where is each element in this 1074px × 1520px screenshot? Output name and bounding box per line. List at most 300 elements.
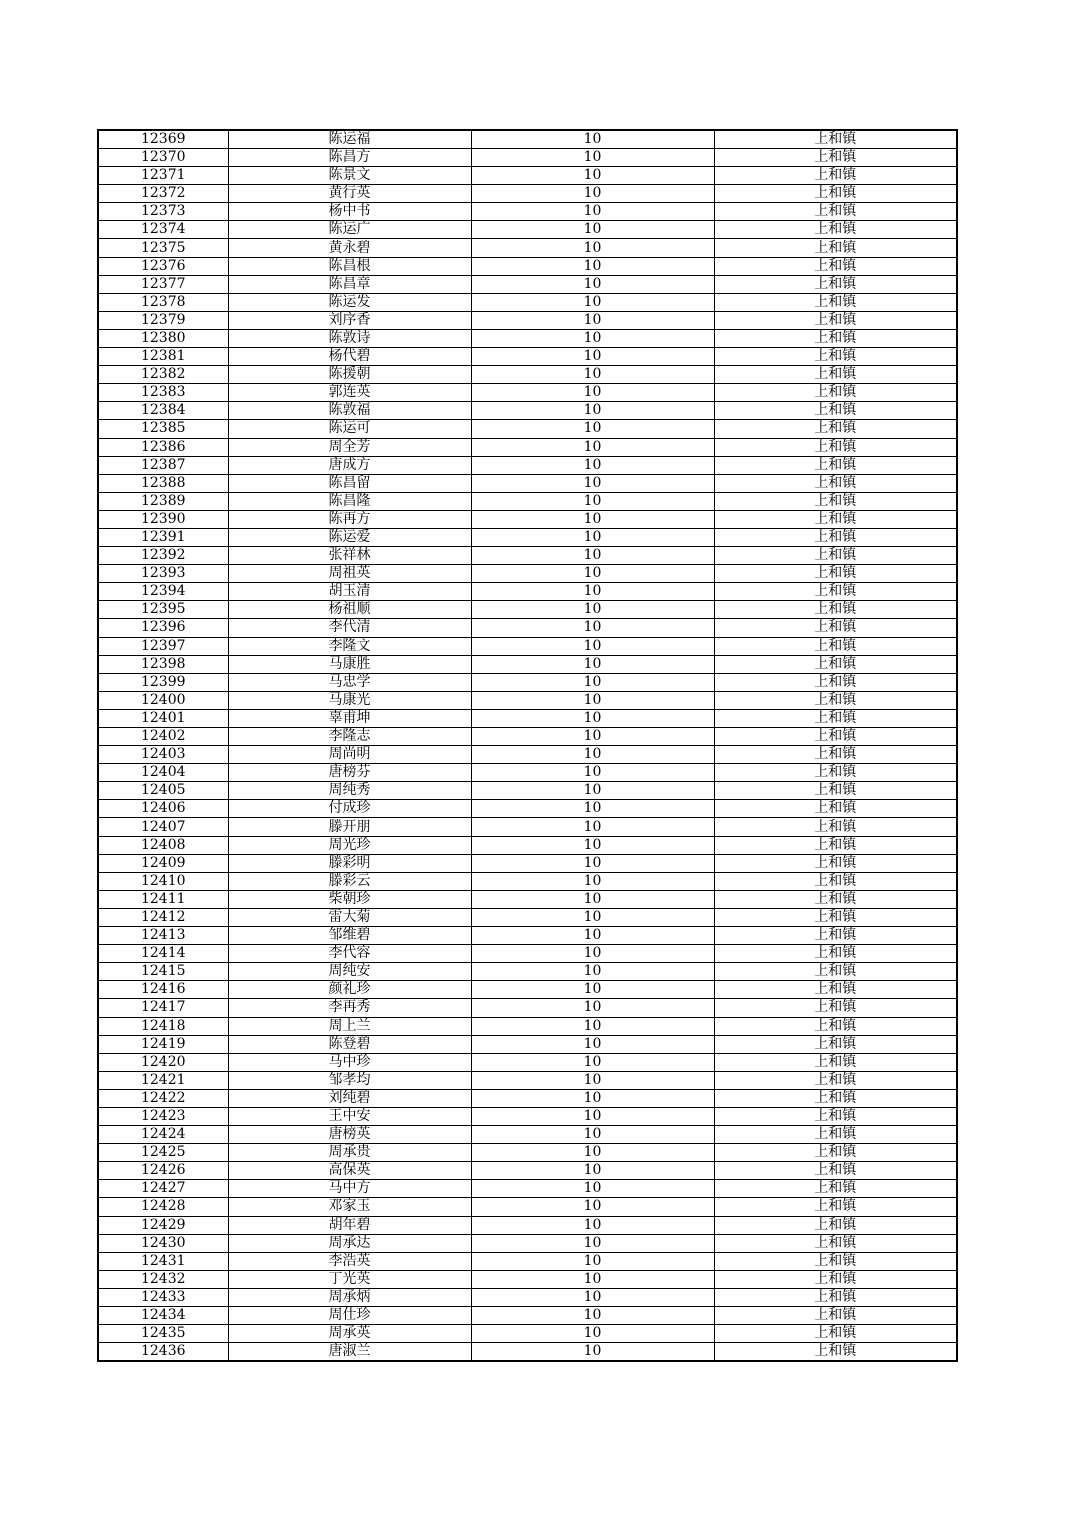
table-row — [98, 818, 957, 836]
row-number-cell: 12420 — [98, 1053, 228, 1071]
table-row — [98, 1307, 957, 1325]
name-cell: 李浩英 — [228, 1252, 471, 1270]
amount-cell: 10 — [471, 221, 714, 239]
amount-cell: 10 — [471, 438, 714, 456]
table-row — [98, 203, 957, 221]
row-number-cell: 12411 — [98, 890, 228, 908]
town-cell: 上和镇 — [714, 945, 957, 963]
town-cell: 上和镇 — [714, 528, 957, 546]
row-number-cell: 12372 — [98, 185, 228, 203]
amount-cell: 10 — [471, 1234, 714, 1252]
town-cell: 上和镇 — [714, 474, 957, 492]
table-row — [98, 601, 957, 619]
town-cell: 上和镇 — [714, 655, 957, 673]
table-row — [98, 1252, 957, 1270]
amount-cell: 10 — [471, 257, 714, 275]
row-number-cell: 12415 — [98, 963, 228, 981]
row-number-cell: 12416 — [98, 981, 228, 999]
row-number-cell: 12430 — [98, 1234, 228, 1252]
row-number-cell: 12377 — [98, 275, 228, 293]
name-cell: 李隆文 — [228, 637, 471, 655]
row-number-cell: 12414 — [98, 945, 228, 963]
amount-cell: 10 — [471, 1198, 714, 1216]
name-cell: 邹孝均 — [228, 1071, 471, 1089]
name-cell: 杨中书 — [228, 203, 471, 221]
amount-cell: 10 — [471, 1017, 714, 1035]
town-cell: 上和镇 — [714, 746, 957, 764]
town-cell: 上和镇 — [714, 384, 957, 402]
name-cell: 陈昌方 — [228, 149, 471, 167]
amount-cell: 10 — [471, 1325, 714, 1343]
roster-table-body — [98, 130, 957, 1361]
table-row — [98, 1126, 957, 1144]
table-row — [98, 963, 957, 981]
row-number-cell: 12413 — [98, 927, 228, 945]
name-cell: 杨代碧 — [228, 348, 471, 366]
amount-cell: 10 — [471, 239, 714, 257]
row-number-cell: 12383 — [98, 384, 228, 402]
table-row — [98, 1198, 957, 1216]
town-cell: 上和镇 — [714, 800, 957, 818]
row-number-cell: 12392 — [98, 547, 228, 565]
name-cell: 马康光 — [228, 691, 471, 709]
table-row — [98, 890, 957, 908]
name-cell: 周承英 — [228, 1325, 471, 1343]
row-number-cell: 12381 — [98, 348, 228, 366]
table-row — [98, 275, 957, 293]
town-cell: 上和镇 — [714, 728, 957, 746]
table-row — [98, 637, 957, 655]
table-row — [98, 348, 957, 366]
amount-cell: 10 — [471, 311, 714, 329]
row-number-cell: 12402 — [98, 728, 228, 746]
name-cell: 马忠学 — [228, 673, 471, 691]
table-row — [98, 1270, 957, 1288]
table-row — [98, 221, 957, 239]
town-cell: 上和镇 — [714, 1126, 957, 1144]
row-number-cell: 12409 — [98, 854, 228, 872]
table-row — [98, 709, 957, 727]
town-cell: 上和镇 — [714, 673, 957, 691]
amount-cell: 10 — [471, 673, 714, 691]
row-number-cell: 12398 — [98, 655, 228, 673]
town-cell: 上和镇 — [714, 420, 957, 438]
name-cell: 唐成方 — [228, 456, 471, 474]
row-number-cell: 12380 — [98, 329, 228, 347]
amount-cell: 10 — [471, 547, 714, 565]
town-cell: 上和镇 — [714, 366, 957, 384]
row-number-cell: 12429 — [98, 1216, 228, 1234]
town-cell: 上和镇 — [714, 981, 957, 999]
amount-cell: 10 — [471, 492, 714, 510]
name-cell: 杨祖顺 — [228, 601, 471, 619]
town-cell: 上和镇 — [714, 691, 957, 709]
name-cell: 郭连英 — [228, 384, 471, 402]
town-cell: 上和镇 — [714, 1162, 957, 1180]
table-row — [98, 185, 957, 203]
row-number-cell: 12418 — [98, 1017, 228, 1035]
amount-cell: 10 — [471, 1288, 714, 1306]
row-number-cell: 12370 — [98, 149, 228, 167]
town-cell: 上和镇 — [714, 782, 957, 800]
table-row — [98, 167, 957, 185]
row-number-cell: 12382 — [98, 366, 228, 384]
town-cell: 上和镇 — [714, 1053, 957, 1071]
row-number-cell: 12432 — [98, 1270, 228, 1288]
town-cell: 上和镇 — [714, 1017, 957, 1035]
amount-cell: 10 — [471, 167, 714, 185]
amount-cell: 10 — [471, 655, 714, 673]
row-number-cell: 12406 — [98, 800, 228, 818]
row-number-cell: 12425 — [98, 1144, 228, 1162]
table-row — [98, 1216, 957, 1234]
amount-cell: 10 — [471, 908, 714, 926]
row-number-cell: 12422 — [98, 1089, 228, 1107]
row-number-cell: 12378 — [98, 293, 228, 311]
amount-cell: 10 — [471, 1071, 714, 1089]
town-cell: 上和镇 — [714, 583, 957, 601]
amount-cell: 10 — [471, 854, 714, 872]
table-row — [98, 655, 957, 673]
row-number-cell: 12395 — [98, 601, 228, 619]
name-cell: 黄行英 — [228, 185, 471, 203]
row-number-cell: 12435 — [98, 1325, 228, 1343]
name-cell: 王中安 — [228, 1107, 471, 1125]
table-row — [98, 492, 957, 510]
row-number-cell: 12428 — [98, 1198, 228, 1216]
amount-cell: 10 — [471, 384, 714, 402]
name-cell: 周承达 — [228, 1234, 471, 1252]
table-row — [98, 1343, 957, 1362]
amount-cell: 10 — [471, 528, 714, 546]
town-cell: 上和镇 — [714, 1071, 957, 1089]
table-row — [98, 257, 957, 275]
row-number-cell: 12405 — [98, 782, 228, 800]
row-number-cell: 12412 — [98, 908, 228, 926]
row-number-cell: 12374 — [98, 221, 228, 239]
row-number-cell: 12394 — [98, 583, 228, 601]
table-row — [98, 474, 957, 492]
town-cell: 上和镇 — [714, 167, 957, 185]
table-row — [98, 728, 957, 746]
amount-cell: 10 — [471, 963, 714, 981]
town-cell: 上和镇 — [714, 637, 957, 655]
table-row — [98, 565, 957, 583]
name-cell: 陈昌隆 — [228, 492, 471, 510]
amount-cell: 10 — [471, 981, 714, 999]
name-cell: 陈昌根 — [228, 257, 471, 275]
town-cell: 上和镇 — [714, 1180, 957, 1198]
amount-cell: 10 — [471, 945, 714, 963]
town-cell: 上和镇 — [714, 257, 957, 275]
row-number-cell: 12390 — [98, 510, 228, 528]
town-cell: 上和镇 — [714, 1216, 957, 1234]
table-row — [98, 782, 957, 800]
town-cell: 上和镇 — [714, 1035, 957, 1053]
row-number-cell: 12373 — [98, 203, 228, 221]
name-cell: 滕彩明 — [228, 854, 471, 872]
table-row — [98, 945, 957, 963]
row-number-cell: 12431 — [98, 1252, 228, 1270]
table-row — [98, 420, 957, 438]
name-cell: 周纯秀 — [228, 782, 471, 800]
table-row — [98, 293, 957, 311]
table-row — [98, 1288, 957, 1306]
amount-cell: 10 — [471, 1216, 714, 1234]
amount-cell: 10 — [471, 149, 714, 167]
name-cell: 柴朝珍 — [228, 890, 471, 908]
row-number-cell: 12393 — [98, 565, 228, 583]
town-cell: 上和镇 — [714, 203, 957, 221]
name-cell: 胡玉清 — [228, 583, 471, 601]
row-number-cell: 12385 — [98, 420, 228, 438]
town-cell: 上和镇 — [714, 927, 957, 945]
name-cell: 丁光英 — [228, 1270, 471, 1288]
town-cell: 上和镇 — [714, 818, 957, 836]
row-number-cell: 12369 — [98, 130, 228, 149]
name-cell: 雷大菊 — [228, 908, 471, 926]
amount-cell: 10 — [471, 782, 714, 800]
table-row — [98, 510, 957, 528]
name-cell: 周承贵 — [228, 1144, 471, 1162]
table-row — [98, 872, 957, 890]
amount-cell: 10 — [471, 510, 714, 528]
table-row — [98, 149, 957, 167]
row-number-cell: 12388 — [98, 474, 228, 492]
town-cell: 上和镇 — [714, 709, 957, 727]
town-cell: 上和镇 — [714, 1107, 957, 1125]
table-row — [98, 1089, 957, 1107]
roster-table — [97, 129, 958, 1362]
table-row — [98, 583, 957, 601]
table-row — [98, 1017, 957, 1035]
amount-cell: 10 — [471, 474, 714, 492]
table-row — [98, 1234, 957, 1252]
amount-cell: 10 — [471, 348, 714, 366]
row-number-cell: 12407 — [98, 818, 228, 836]
name-cell: 马康胜 — [228, 655, 471, 673]
amount-cell: 10 — [471, 818, 714, 836]
row-number-cell: 12379 — [98, 311, 228, 329]
row-number-cell: 12375 — [98, 239, 228, 257]
table-row — [98, 673, 957, 691]
row-number-cell: 12436 — [98, 1343, 228, 1362]
amount-cell: 10 — [471, 1343, 714, 1362]
row-number-cell: 12421 — [98, 1071, 228, 1089]
town-cell: 上和镇 — [714, 565, 957, 583]
amount-cell: 10 — [471, 402, 714, 420]
town-cell: 上和镇 — [714, 764, 957, 782]
amount-cell: 10 — [471, 1053, 714, 1071]
town-cell: 上和镇 — [714, 908, 957, 926]
amount-cell: 10 — [471, 275, 714, 293]
amount-cell: 10 — [471, 800, 714, 818]
name-cell: 唐淑兰 — [228, 1343, 471, 1362]
name-cell: 陈昌章 — [228, 275, 471, 293]
name-cell: 陈运发 — [228, 293, 471, 311]
town-cell: 上和镇 — [714, 311, 957, 329]
amount-cell: 10 — [471, 601, 714, 619]
table-row — [98, 1162, 957, 1180]
name-cell: 周上兰 — [228, 1017, 471, 1035]
table-row — [98, 329, 957, 347]
town-cell: 上和镇 — [714, 492, 957, 510]
name-cell: 邹维碧 — [228, 927, 471, 945]
amount-cell: 10 — [471, 420, 714, 438]
row-number-cell: 12391 — [98, 528, 228, 546]
amount-cell: 10 — [471, 1089, 714, 1107]
row-number-cell: 12410 — [98, 872, 228, 890]
table-row — [98, 130, 957, 149]
town-cell: 上和镇 — [714, 836, 957, 854]
name-cell: 辜甫坤 — [228, 709, 471, 727]
name-cell: 胡年碧 — [228, 1216, 471, 1234]
row-number-cell: 12419 — [98, 1035, 228, 1053]
town-cell: 上和镇 — [714, 293, 957, 311]
amount-cell: 10 — [471, 130, 714, 149]
amount-cell: 10 — [471, 1126, 714, 1144]
table-row — [98, 384, 957, 402]
town-cell: 上和镇 — [714, 149, 957, 167]
amount-cell: 10 — [471, 1107, 714, 1125]
name-cell: 唐榜英 — [228, 1126, 471, 1144]
town-cell: 上和镇 — [714, 890, 957, 908]
town-cell: 上和镇 — [714, 329, 957, 347]
amount-cell: 10 — [471, 1270, 714, 1288]
amount-cell: 10 — [471, 999, 714, 1017]
row-number-cell: 12376 — [98, 257, 228, 275]
name-cell: 李代清 — [228, 619, 471, 637]
row-number-cell: 12371 — [98, 167, 228, 185]
table-row — [98, 981, 957, 999]
town-cell: 上和镇 — [714, 402, 957, 420]
town-cell: 上和镇 — [714, 872, 957, 890]
table-row — [98, 764, 957, 782]
name-cell: 李隆志 — [228, 728, 471, 746]
name-cell: 刘序香 — [228, 311, 471, 329]
name-cell: 陈运广 — [228, 221, 471, 239]
amount-cell: 10 — [471, 565, 714, 583]
name-cell: 周光珍 — [228, 836, 471, 854]
name-cell: 陈昌留 — [228, 474, 471, 492]
table-row — [98, 999, 957, 1017]
amount-cell: 10 — [471, 746, 714, 764]
row-number-cell: 12399 — [98, 673, 228, 691]
name-cell: 刘纯碧 — [228, 1089, 471, 1107]
row-number-cell: 12386 — [98, 438, 228, 456]
amount-cell: 10 — [471, 293, 714, 311]
amount-cell: 10 — [471, 927, 714, 945]
table-row — [98, 927, 957, 945]
table-row — [98, 908, 957, 926]
row-number-cell: 12404 — [98, 764, 228, 782]
amount-cell: 10 — [471, 329, 714, 347]
town-cell: 上和镇 — [714, 601, 957, 619]
table-row — [98, 456, 957, 474]
table-row — [98, 1071, 957, 1089]
row-number-cell: 12423 — [98, 1107, 228, 1125]
table-row — [98, 528, 957, 546]
table-row — [98, 1325, 957, 1343]
name-cell: 陈再方 — [228, 510, 471, 528]
town-cell: 上和镇 — [714, 1325, 957, 1343]
amount-cell: 10 — [471, 890, 714, 908]
name-cell: 唐榜芬 — [228, 764, 471, 782]
table-row — [98, 1180, 957, 1198]
row-number-cell: 12400 — [98, 691, 228, 709]
name-cell: 滕开朋 — [228, 818, 471, 836]
amount-cell: 10 — [471, 709, 714, 727]
town-cell: 上和镇 — [714, 185, 957, 203]
town-cell: 上和镇 — [714, 999, 957, 1017]
name-cell: 马中方 — [228, 1180, 471, 1198]
town-cell: 上和镇 — [714, 438, 957, 456]
name-cell: 陈运福 — [228, 130, 471, 149]
town-cell: 上和镇 — [714, 1198, 957, 1216]
amount-cell: 10 — [471, 1252, 714, 1270]
amount-cell: 10 — [471, 1180, 714, 1198]
table-row — [98, 1053, 957, 1071]
town-cell: 上和镇 — [714, 1252, 957, 1270]
town-cell: 上和镇 — [714, 456, 957, 474]
name-cell: 付成珍 — [228, 800, 471, 818]
table-row — [98, 1144, 957, 1162]
town-cell: 上和镇 — [714, 1270, 957, 1288]
row-number-cell: 12424 — [98, 1126, 228, 1144]
table-row — [98, 619, 957, 637]
amount-cell: 10 — [471, 1144, 714, 1162]
amount-cell: 10 — [471, 1307, 714, 1325]
row-number-cell: 12401 — [98, 709, 228, 727]
town-cell: 上和镇 — [714, 1307, 957, 1325]
town-cell: 上和镇 — [714, 547, 957, 565]
town-cell: 上和镇 — [714, 1343, 957, 1362]
table-row — [98, 438, 957, 456]
town-cell: 上和镇 — [714, 130, 957, 149]
name-cell: 周尚明 — [228, 746, 471, 764]
row-number-cell: 12403 — [98, 746, 228, 764]
table-row — [98, 1107, 957, 1125]
name-cell: 陈运爱 — [228, 528, 471, 546]
town-cell: 上和镇 — [714, 1144, 957, 1162]
name-cell: 陈敦诗 — [228, 329, 471, 347]
town-cell: 上和镇 — [714, 1234, 957, 1252]
town-cell: 上和镇 — [714, 963, 957, 981]
name-cell: 周仕珍 — [228, 1307, 471, 1325]
town-cell: 上和镇 — [714, 510, 957, 528]
row-number-cell: 12384 — [98, 402, 228, 420]
amount-cell: 10 — [471, 185, 714, 203]
name-cell: 陈运可 — [228, 420, 471, 438]
table-row — [98, 366, 957, 384]
name-cell: 马中珍 — [228, 1053, 471, 1071]
row-number-cell: 12396 — [98, 619, 228, 637]
amount-cell: 10 — [471, 203, 714, 221]
amount-cell: 10 — [471, 1162, 714, 1180]
amount-cell: 10 — [471, 728, 714, 746]
town-cell: 上和镇 — [714, 1089, 957, 1107]
table-row — [98, 836, 957, 854]
town-cell: 上和镇 — [714, 1288, 957, 1306]
name-cell: 周承炳 — [228, 1288, 471, 1306]
amount-cell: 10 — [471, 836, 714, 854]
table-row — [98, 854, 957, 872]
name-cell: 陈登碧 — [228, 1035, 471, 1053]
name-cell: 张祥林 — [228, 547, 471, 565]
table-row — [98, 311, 957, 329]
town-cell: 上和镇 — [714, 275, 957, 293]
town-cell: 上和镇 — [714, 239, 957, 257]
